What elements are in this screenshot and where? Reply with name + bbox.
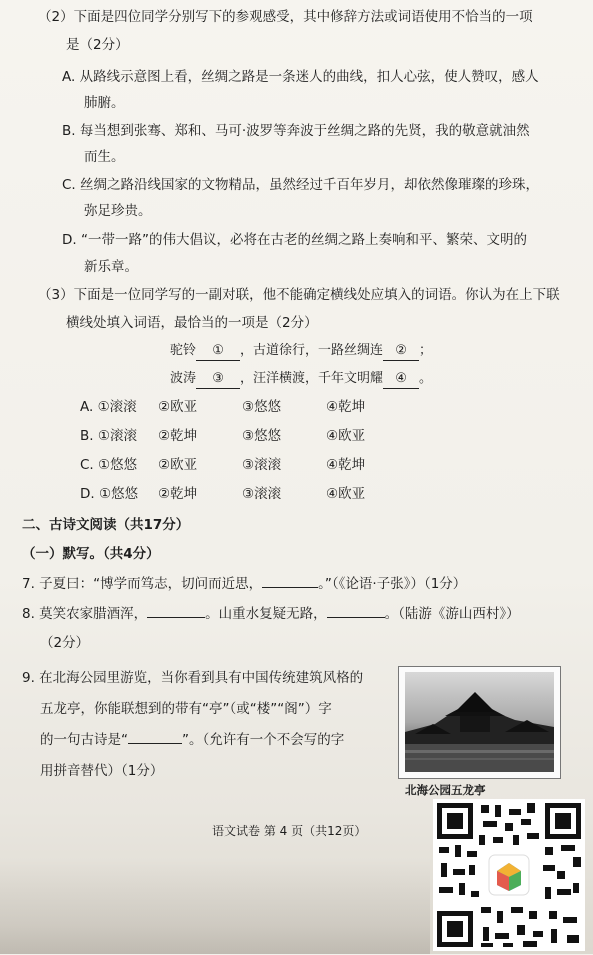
qr-code-image: [433, 799, 585, 951]
q2-option-b-line2: 而生。: [84, 149, 125, 165]
q2-option-d-line2: 新乐章。: [84, 259, 138, 275]
couplet-upper: 驼铃 ① ，古道徐行，一路丝绸连 ② ；: [170, 342, 432, 361]
q9-line3: 的一句古诗是“ ”。（允许有一个不会写的字: [40, 732, 345, 748]
q2-option-d-line1: D. “一带一路”的伟大倡议，必将在古老的丝绸之路上奏响和平、繁荣、文明的: [62, 232, 527, 248]
q2-option-a-line1: A. 从路线示意图上看，丝绸之路是一条迷人的曲线，扣人心弦，使人赞叹，感人: [62, 69, 539, 85]
exam-page: （2）下面是四位同学分别写下的参观感受，其中修辞方法或词语使用不恰当的一项 是（2分） A. 从路线示意图上看，丝绸之路是一条迷人的曲线，扣人心弦，使人赞叹，感人 肺腑。 B. 每当想到张骞、郑和、马可·波罗等奔波于丝绸之路的先贤，我的敬意就油然 而生。 C. 丝绸之路沿线国家的文物精品，虽然经过千百年岁月，却依然像璀璨的珍珠， 弥足珍贵。 D. “一带一路”的伟大倡议，必将在古老的丝绸之路上奏响和平、繁荣、文明的 新乐章。 （3）下面是一位同学写的一副对联，他不能确定横线处应填入的词语。你认为在上下联 横线处填入词语，最恰当的一项是（2分） 驼铃 ① ，古道徐行，一路丝绸连 ② ； 波涛 ③ ，汪洋横渡，千年文明耀 ④ 。 A. ①滚滚 ②欧亚 ③悠悠 ④乾坤 B. ①滚滚 ②乾坤 ③悠悠 ④欧亚 C. ①悠悠 ②欧亚 ③滚滚 ④乾坤 D. ①悠悠 ②乾坤 ③滚滚 ④欧亚 二、古诗文阅读（共17分） （一）默写。（共4分） 7. 子夏曰：“博学而笃志，切问而近思， 。”（《论语·子张》）（1分） 8. 莫笑农家腊酒浑， 。山重水复疑无路， 。（陆游《游山西村》） （2分） 9. 在北海公园里游览，当你看到具有中国传统建筑风格的 五龙亭，你能联想到的带有“亭”（或“楼”“阁”）字 的一句古诗是“ ”。（允许有一个不会写的字 用拼音替代）（1分） 北海公园五龙亭 语文试卷 第 4 页（共12页）: [0, 0, 593, 954]
wulongting-photo: [398, 666, 561, 779]
q8-score: （2分）: [40, 635, 90, 651]
q2-option-c-line1: C. 丝绸之路沿线国家的文物精品，虽然经过千百年岁月，却依然像璀璨的珍珠，: [62, 177, 540, 193]
qr-code[interactable]: [433, 799, 585, 951]
scan-shadow: [0, 860, 430, 954]
page-footer: 语文试卷 第 4 页（共12页）: [212, 824, 367, 838]
q9-line4: 用拼音替代）（1分）: [40, 763, 164, 779]
q3-stem-line2: 横线处填入词语，最恰当的一项是（2分）: [66, 315, 318, 331]
q3-stem-line1: （3）下面是一位同学写的一副对联，他不能确定横线处应填入的词语。你认为在上下联: [38, 287, 560, 303]
q7: 7. 子夏曰：“博学而笃志，切问而近思， 。”（《论语·子张》）（1分）: [22, 576, 467, 592]
photo-caption: 北海公园五龙亭: [405, 783, 486, 797]
couplet-lower: 波涛 ③ ，汪洋横渡，千年文明耀 ④ 。: [170, 370, 432, 389]
section2-sub1: （一）默写。（共4分）: [22, 546, 160, 562]
q2-stem-line1: （2）下面是四位同学分别写下的参观感受，其中修辞方法或词语使用不恰当的一项: [38, 9, 533, 25]
q9-line2: 五龙亭，你能联想到的带有“亭”（或“楼”“阁”）字: [40, 701, 332, 717]
q2-stem-line2: 是（2分）: [66, 37, 129, 53]
q9-line1: 9. 在北海公园里游览，当你看到具有中国传统建筑风格的: [22, 670, 364, 686]
pavilion-silhouette: [405, 672, 554, 772]
q2-option-c-line2: 弥足珍贵。: [84, 203, 152, 219]
q2-option-b-line1: B. 每当想到张骞、郑和、马可·波罗等奔波于丝绸之路的先贤，我的敬意就油然: [62, 123, 530, 139]
section2-title: 二、古诗文阅读（共17分）: [22, 517, 190, 533]
q8: 8. 莫笑农家腊酒浑， 。山重水复疑无路， 。（陆游《游山西村》）: [22, 606, 520, 622]
q2-option-a-line2: 肺腑。: [84, 95, 125, 111]
